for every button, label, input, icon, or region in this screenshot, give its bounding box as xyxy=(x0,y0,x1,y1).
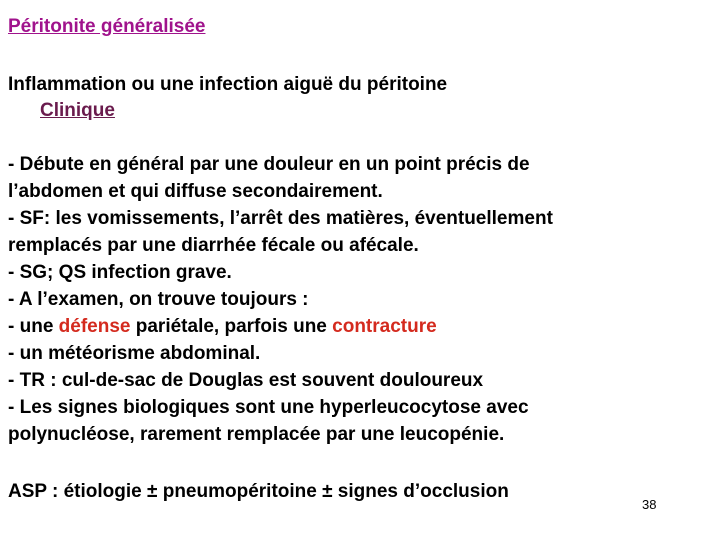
definition-text: Inflammation ou une infection aiguë du péritoine xyxy=(8,74,448,95)
body-line: - SF: les vomissements, l’arrêt des matières, éventuellement xyxy=(8,208,553,229)
body-line: - Les signes biologiques sont une hyperleucocytose avec xyxy=(8,397,529,418)
body-line: - A l’examen, on trouve toujours : xyxy=(8,289,309,310)
body-line: l’abdomen et qui diffuse secondairement. xyxy=(8,181,383,202)
body-line: polynucléose, rarement remplacée par une leucopénie. xyxy=(8,424,505,445)
body-line: - Débute en général par une douleur en un point précis de xyxy=(8,154,530,175)
body-line: remplacés par une diarrhée fécale ou afécale. xyxy=(8,235,419,256)
asp-footer-text: ASP : étiologie ± pneumopéritoine ± signes d’occlusion xyxy=(8,481,509,502)
section-heading-clinique: Clinique xyxy=(40,100,115,121)
line7-prefix: - une xyxy=(8,316,59,337)
line7-middle: pariétale, parfois une xyxy=(130,316,333,337)
page-number: 38 xyxy=(642,497,657,512)
contracture-highlight: contracture xyxy=(332,316,437,337)
body-line-defense-contracture xyxy=(8,313,718,340)
body-line: - un météorisme abdominal. xyxy=(8,343,261,364)
body-line: - TR : cul-de-sac de Douglas est souvent douloureux xyxy=(8,370,484,391)
subtitle-block xyxy=(8,72,447,124)
slide-title: Péritonite généralisée xyxy=(8,16,206,37)
body-line: - SG; QS infection grave. xyxy=(8,262,232,283)
defense-highlight: défense xyxy=(58,316,131,337)
clinical-description xyxy=(8,151,718,448)
